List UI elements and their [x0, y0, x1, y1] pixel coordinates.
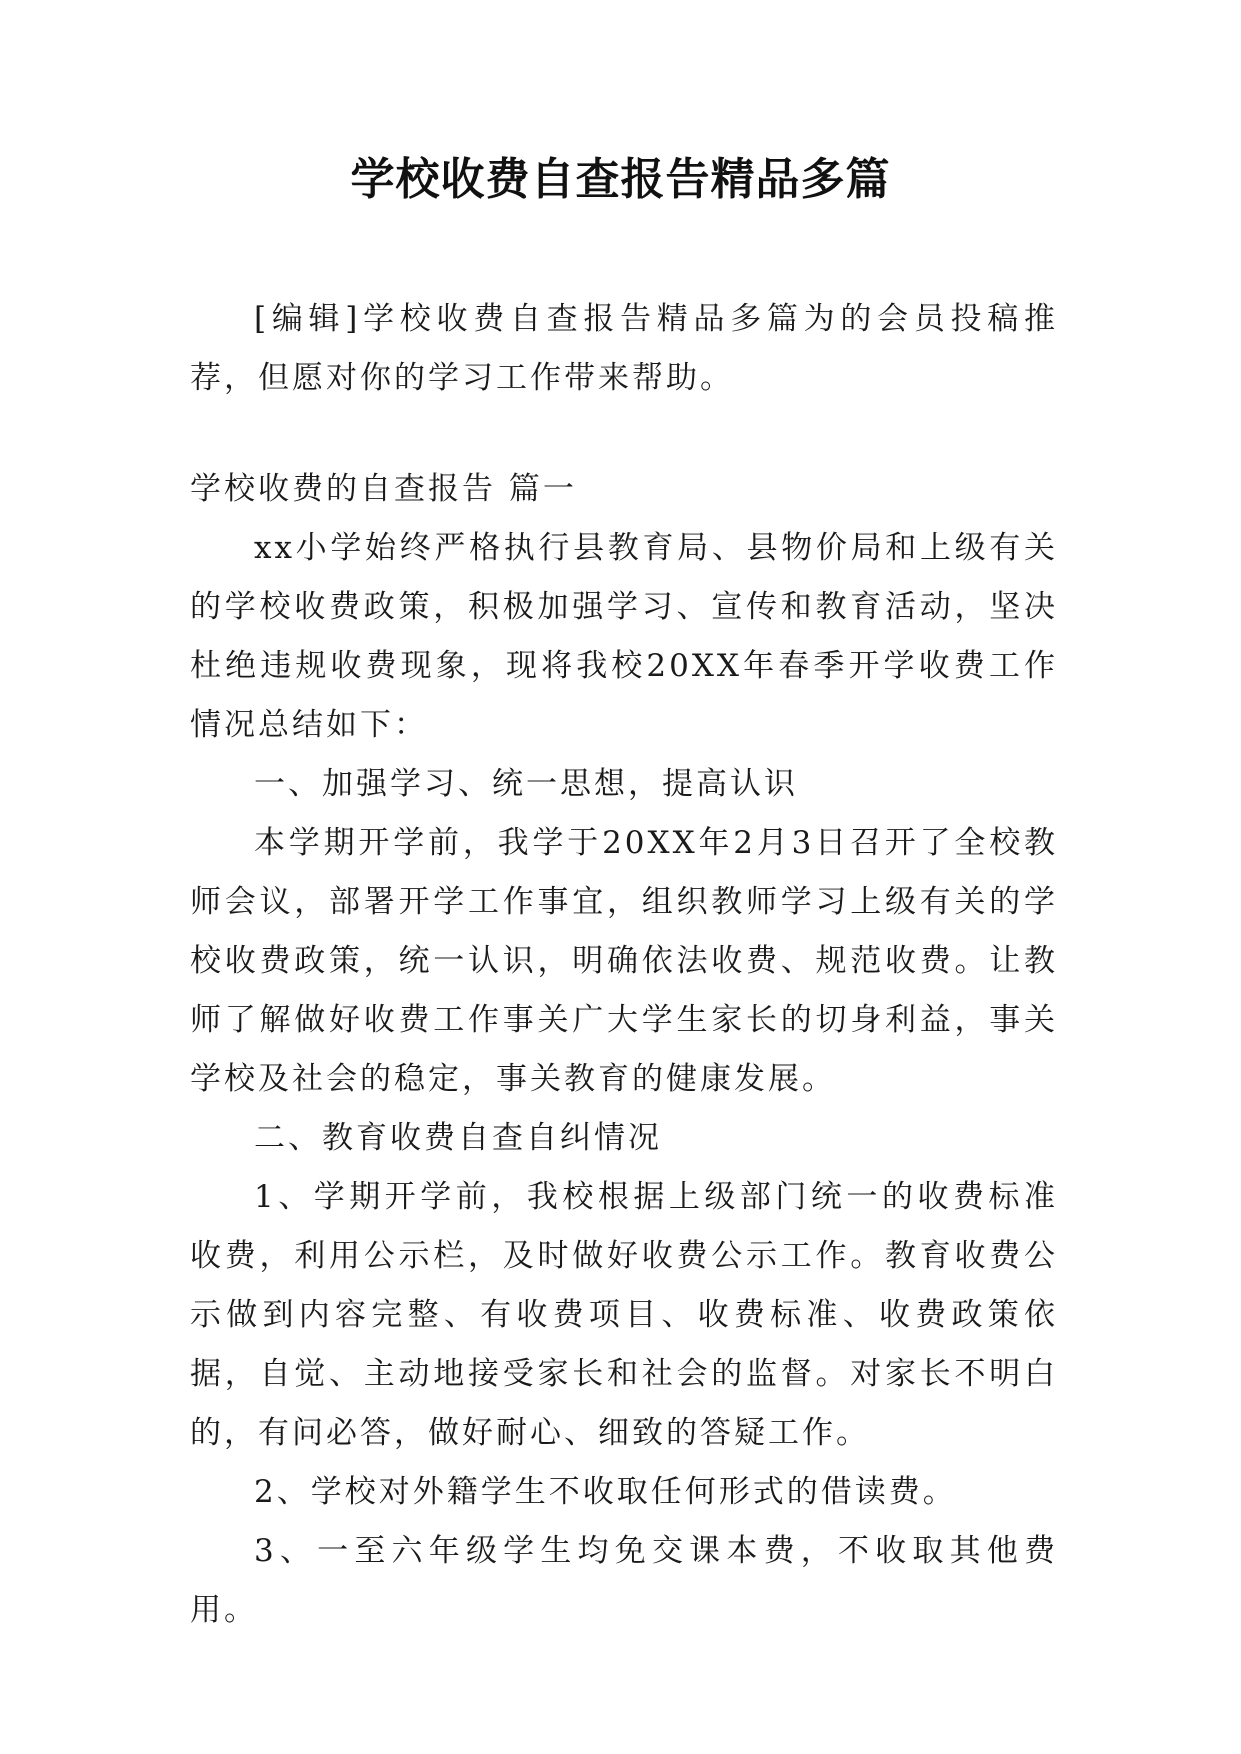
intro-block	[190, 290, 1058, 408]
paragraph-item-3: 3、一至六年级学生均免交课本费，不收取其他费用。	[190, 1533, 1058, 1628]
section-block	[190, 460, 1058, 1640]
paragraph-item-1: 1、学期开学前，我校根据上级部门统一的收费标准收费，利用公示栏，及时做好收费公示工作。教育收费公示做到内容完整、有收费项目、收费标准、收费政策依据，自觉、主动地接受家长和社会的监督。对家长不明白的，有问必答，做好耐心、细致的答疑工作。	[190, 1179, 1058, 1451]
document-title: 学校收费自查报告精品多篇	[350, 154, 891, 205]
intro-paragraph: [编辑]学校收费自查报告精品多篇为的会员投稿推荐，但愿对你的学习工作带来帮助。	[190, 301, 1058, 396]
paragraph-meeting: 本学期开学前，我学于20XX年2月3日召开了全校教师会议，部署开学工作事宜，组织教师学习上级有关的学校收费政策，统一认识，明确依法收费、规范收费。让教师了解做好收费工作事关广大学生家长的切身利益，事关学校及社会的稳定，事关教育的健康发展。	[190, 825, 1058, 1097]
paragraph-heading-2: 二、教育收费自查自纠情况	[254, 1120, 662, 1156]
paragraph-item-2: 2、学校对外籍学生不收取任何形式的借读费。	[254, 1474, 957, 1510]
paragraph-summary: xx小学始终严格执行县教育局、县物价局和上级有关的学校收费政策，积极加强学习、宣传和教育活动，坚决杜绝违规收费现象，现将我校20XX年春季开学收费工作情况总结如下：	[190, 530, 1058, 743]
paragraph-heading-1: 一、加强学习、统一思想，提高认识	[254, 766, 798, 802]
section-heading: 学校收费的自查报告 篇一	[190, 471, 577, 507]
